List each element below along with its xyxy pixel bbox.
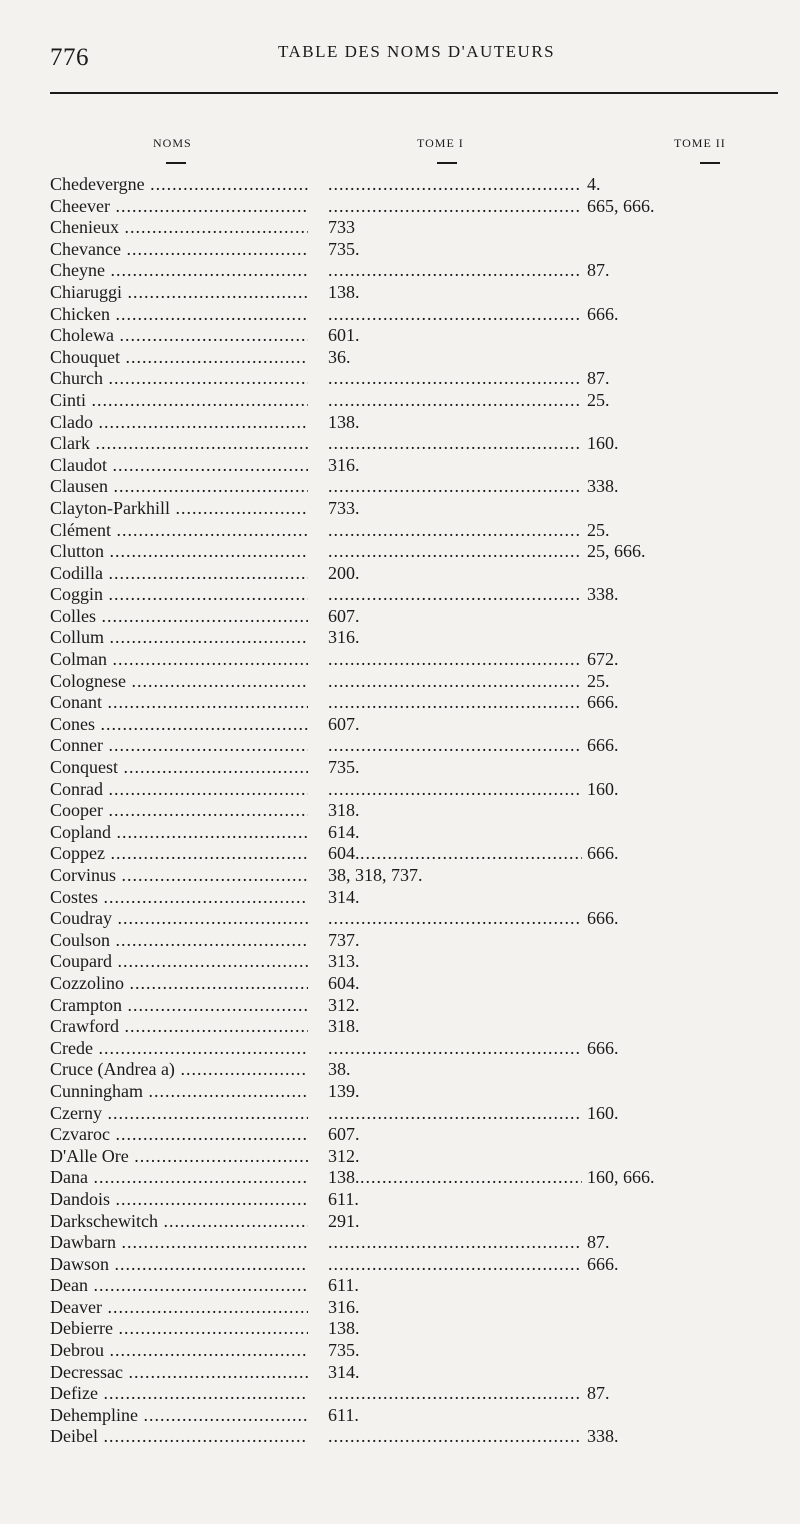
author-name: Conquest ..... xyxy=(50,757,308,779)
leader-dots xyxy=(328,649,582,671)
column-dash-tome2 xyxy=(700,162,720,164)
author-name: Crampton ..... xyxy=(50,995,308,1017)
tome2-pages: 25. xyxy=(587,389,610,410)
index-entry xyxy=(50,627,750,649)
leader-dots xyxy=(328,476,582,498)
author-name: Darkschewitch ..... xyxy=(50,1211,308,1233)
author-name: Cunningham ..... xyxy=(50,1081,308,1103)
leader-dots xyxy=(328,779,582,801)
author-name: Conant ..... xyxy=(50,692,308,714)
tome1-pages: 316. xyxy=(328,627,360,648)
index-entry xyxy=(50,735,750,757)
index-entry xyxy=(50,1383,750,1405)
author-name: Claudot ..... xyxy=(50,455,308,477)
index-entry xyxy=(50,347,750,369)
index-entry xyxy=(50,1254,750,1276)
tome1-pages: 604. xyxy=(328,843,360,864)
tome2-pages: 666. xyxy=(587,1253,619,1274)
tome1-pages: 316. xyxy=(328,1296,360,1317)
index-entry xyxy=(50,671,750,693)
author-name: Cheever ..... xyxy=(50,196,308,218)
tome1-pages: 735. xyxy=(328,1340,360,1361)
tome2-pages: 666. xyxy=(587,303,619,324)
index-entry xyxy=(50,757,750,779)
leader-dots xyxy=(328,260,582,282)
index-entry xyxy=(50,1362,750,1384)
tome2-pages: 666. xyxy=(587,908,619,929)
author-name: Codilla ..... xyxy=(50,563,308,585)
author-name: Costes ..... xyxy=(50,887,308,909)
author-name: Colles ..... xyxy=(50,606,308,628)
index-entry xyxy=(50,325,750,347)
tome1-pages: 733 xyxy=(328,217,355,238)
tome2-pages: 25. xyxy=(587,670,610,691)
tome1-pages: 614. xyxy=(328,821,360,842)
tome2-pages: 338. xyxy=(587,1426,619,1447)
tome1-pages: 318. xyxy=(328,800,360,821)
index-entry xyxy=(50,1211,750,1233)
index-entry xyxy=(50,563,750,585)
leader-dots xyxy=(328,520,582,542)
tome1-pages: 611. xyxy=(328,1275,359,1296)
author-name: Coppez ..... xyxy=(50,843,308,865)
author-name: Dana ..... xyxy=(50,1167,308,1189)
author-name: Church ..... xyxy=(50,368,308,390)
index-entry xyxy=(50,649,750,671)
column-header-tome1: TOME I xyxy=(417,136,464,150)
index-entry xyxy=(50,390,750,412)
author-name: Dandois ..... xyxy=(50,1189,308,1211)
index-entry xyxy=(50,584,750,606)
index-entry xyxy=(50,714,750,736)
leader-dots xyxy=(328,735,582,757)
author-name: Cooper ..... xyxy=(50,800,308,822)
index-entry xyxy=(50,606,750,628)
index-entry xyxy=(50,1340,750,1362)
column-header-noms: NOMS xyxy=(153,136,192,150)
tome2-pages: 338. xyxy=(587,476,619,497)
index-entry xyxy=(50,887,750,909)
index-entry xyxy=(50,1426,750,1448)
leader-dots xyxy=(328,390,582,412)
tome2-pages: 666. xyxy=(587,843,619,864)
author-name: Collum ..... xyxy=(50,627,308,649)
leader-dots xyxy=(328,541,582,563)
author-name: Dawson ..... xyxy=(50,1254,308,1276)
leader-dots xyxy=(328,368,582,390)
tome1-pages: 314. xyxy=(328,1361,360,1382)
author-name: Coupard ..... xyxy=(50,951,308,973)
author-name: Cruce (Andrea a) ..... xyxy=(50,1059,308,1081)
leader-dots xyxy=(328,692,582,714)
index-entry xyxy=(50,1167,750,1189)
page-number: 776 xyxy=(50,44,89,71)
tome1-pages: 735. xyxy=(328,757,360,778)
index-entry xyxy=(50,304,750,326)
tome1-pages: 38. xyxy=(328,1059,351,1080)
index-entry xyxy=(50,368,750,390)
index-entry xyxy=(50,520,750,542)
tome1-pages: 735. xyxy=(328,238,360,259)
index-entry xyxy=(50,1275,750,1297)
author-name: Decressac ..... xyxy=(50,1362,308,1384)
author-name: Colman ..... xyxy=(50,649,308,671)
author-name: Coggin ..... xyxy=(50,584,308,606)
author-name: Clayton-Parkhill ..... xyxy=(50,498,308,520)
author-name: Defize ..... xyxy=(50,1383,308,1405)
author-name: Chicken ..... xyxy=(50,304,308,326)
author-name: Clutton ..... xyxy=(50,541,308,563)
tome1-pages: 316. xyxy=(328,454,360,475)
leader-dots xyxy=(360,843,582,865)
index-entry xyxy=(50,541,750,563)
tome2-pages: 87. xyxy=(587,1232,610,1253)
author-name: Coudray ..... xyxy=(50,908,308,930)
index-entry xyxy=(50,1232,750,1254)
index-entry xyxy=(50,1405,750,1427)
index-entry xyxy=(50,951,750,973)
author-name: Czvaroc ..... xyxy=(50,1124,308,1146)
tome1-pages: 36. xyxy=(328,346,351,367)
author-name: Clark ..... xyxy=(50,433,308,455)
author-name: Crede ..... xyxy=(50,1038,308,1060)
tome1-pages: 607. xyxy=(328,1124,360,1145)
author-name: Dawbarn ..... xyxy=(50,1232,308,1254)
column-dash-tome1 xyxy=(437,162,457,164)
tome1-pages: 611. xyxy=(328,1188,359,1209)
index-entry xyxy=(50,930,750,952)
tome1-pages: 138. xyxy=(328,281,360,302)
leader-dots xyxy=(328,584,582,606)
leader-dots xyxy=(328,1383,582,1405)
index-entry xyxy=(50,455,750,477)
tome2-pages: 666. xyxy=(587,1037,619,1058)
author-name: Corvinus ..... xyxy=(50,865,308,887)
author-name: D'Alle Ore ..... xyxy=(50,1146,308,1168)
author-name: Chiaruggi ..... xyxy=(50,282,308,304)
index-entry xyxy=(50,1146,750,1168)
tome2-pages: 666. xyxy=(587,735,619,756)
tome1-pages: 312. xyxy=(328,1145,360,1166)
index-entry xyxy=(50,476,750,498)
tome1-pages: 138. xyxy=(328,1167,360,1188)
index-entry xyxy=(50,908,750,930)
column-header-tome2: TOME II xyxy=(674,136,726,150)
author-name: Clausen ..... xyxy=(50,476,308,498)
index-entry xyxy=(50,498,750,520)
tome1-pages: 604. xyxy=(328,972,360,993)
author-name: Czerny ..... xyxy=(50,1103,308,1125)
tome2-pages: 160, 666. xyxy=(587,1167,655,1188)
author-name: Crawford ..... xyxy=(50,1016,308,1038)
author-name: Coulson ..... xyxy=(50,930,308,952)
header-rule xyxy=(50,92,778,94)
index-entry xyxy=(50,779,750,801)
leader-dots xyxy=(328,304,582,326)
index-entry xyxy=(50,1124,750,1146)
index-entry xyxy=(50,800,750,822)
author-name: Chedevergne ..... xyxy=(50,174,308,196)
leader-dots xyxy=(328,1426,582,1448)
author-name: Cheyne ..... xyxy=(50,260,308,282)
tome1-pages: 733. xyxy=(328,497,360,518)
tome2-pages: 666. xyxy=(587,692,619,713)
index-entry xyxy=(50,174,750,196)
tome2-pages: 87. xyxy=(587,1383,610,1404)
index-entry xyxy=(50,995,750,1017)
tome2-pages: 25, 666. xyxy=(587,541,646,562)
index-entry xyxy=(50,843,750,865)
tome1-pages: 611. xyxy=(328,1404,359,1425)
index-entry xyxy=(50,973,750,995)
tome1-pages: 138. xyxy=(328,1318,360,1339)
index-entry xyxy=(50,433,750,455)
tome1-pages: 607. xyxy=(328,713,360,734)
tome1-pages: 138. xyxy=(328,411,360,432)
tome1-pages: 601. xyxy=(328,325,360,346)
author-name: Copland ..... xyxy=(50,822,308,844)
author-name: Cones ..... xyxy=(50,714,308,736)
leader-dots xyxy=(328,1232,582,1254)
leader-dots xyxy=(328,174,582,196)
tome1-pages: 312. xyxy=(328,994,360,1015)
tome1-pages: 38, 318, 737. xyxy=(328,865,423,885)
index-entry xyxy=(50,1081,750,1103)
index-entry xyxy=(50,822,750,844)
author-name: Debierre ..... xyxy=(50,1318,308,1340)
author-name: Chouquet ..... xyxy=(50,347,308,369)
tome1-pages: 200. xyxy=(328,562,360,583)
tome1-pages: 291. xyxy=(328,1210,360,1231)
index-entry xyxy=(50,1189,750,1211)
index-entry xyxy=(50,260,750,282)
author-name: Chenieux ..... xyxy=(50,217,308,239)
index-entry xyxy=(50,1318,750,1340)
author-name: Clado ..... xyxy=(50,412,308,434)
index-entry xyxy=(50,1297,750,1319)
column-dash-noms xyxy=(166,162,186,164)
leader-dots xyxy=(328,433,582,455)
tome2-pages: 160. xyxy=(587,1102,619,1123)
index-entry xyxy=(50,865,750,887)
author-name: Dehempline ..... xyxy=(50,1405,308,1427)
index-entry xyxy=(50,412,750,434)
tome2-pages: 338. xyxy=(587,584,619,605)
running-title: TABLE DES NOMS D'AUTEURS xyxy=(278,42,556,61)
leader-dots xyxy=(328,671,582,693)
tome2-pages: 87. xyxy=(587,368,610,389)
tome2-pages: 87. xyxy=(587,260,610,281)
tome1-pages: 139. xyxy=(328,1080,360,1101)
author-name: Colognese ..... xyxy=(50,671,308,693)
author-index-list xyxy=(50,174,750,1448)
index-entry xyxy=(50,1103,750,1125)
index-entry xyxy=(50,239,750,261)
author-name: Deibel ..... xyxy=(50,1426,308,1448)
index-entry xyxy=(50,217,750,239)
tome2-pages: 25. xyxy=(587,519,610,540)
author-name: Cholewa ..... xyxy=(50,325,308,347)
author-name: Conner ..... xyxy=(50,735,308,757)
tome2-pages: 4. xyxy=(587,174,601,194)
author-name: Cozzolino ..... xyxy=(50,973,308,995)
tome1-pages: 737. xyxy=(328,929,360,950)
tome2-pages: 665, 666. xyxy=(587,195,655,216)
index-entry xyxy=(50,1016,750,1038)
author-name: Conrad ..... xyxy=(50,779,308,801)
tome2-pages: 672. xyxy=(587,649,619,670)
leader-dots xyxy=(328,908,582,930)
leader-dots xyxy=(328,1038,582,1060)
author-name: Chevance ..... xyxy=(50,239,308,261)
tome1-pages: 314. xyxy=(328,886,360,907)
tome2-pages: 160. xyxy=(587,433,619,454)
author-name: Dean ..... xyxy=(50,1275,308,1297)
leader-dots xyxy=(360,1167,582,1189)
index-entry xyxy=(50,1059,750,1081)
leader-dots xyxy=(328,196,582,218)
leader-dots xyxy=(328,1103,582,1125)
author-name: Cinti ..... xyxy=(50,390,308,412)
index-entry xyxy=(50,692,750,714)
tome1-pages: 313. xyxy=(328,951,360,972)
tome1-pages: 607. xyxy=(328,605,360,626)
index-entry xyxy=(50,1038,750,1060)
tome1-pages: 318. xyxy=(328,1016,360,1037)
leader-dots xyxy=(328,1254,582,1276)
tome2-pages: 160. xyxy=(587,778,619,799)
index-entry xyxy=(50,282,750,304)
author-name: Deaver ..... xyxy=(50,1297,308,1319)
index-entry xyxy=(50,196,750,218)
author-name: Debrou ..... xyxy=(50,1340,308,1362)
author-name: Clément ..... xyxy=(50,520,308,542)
